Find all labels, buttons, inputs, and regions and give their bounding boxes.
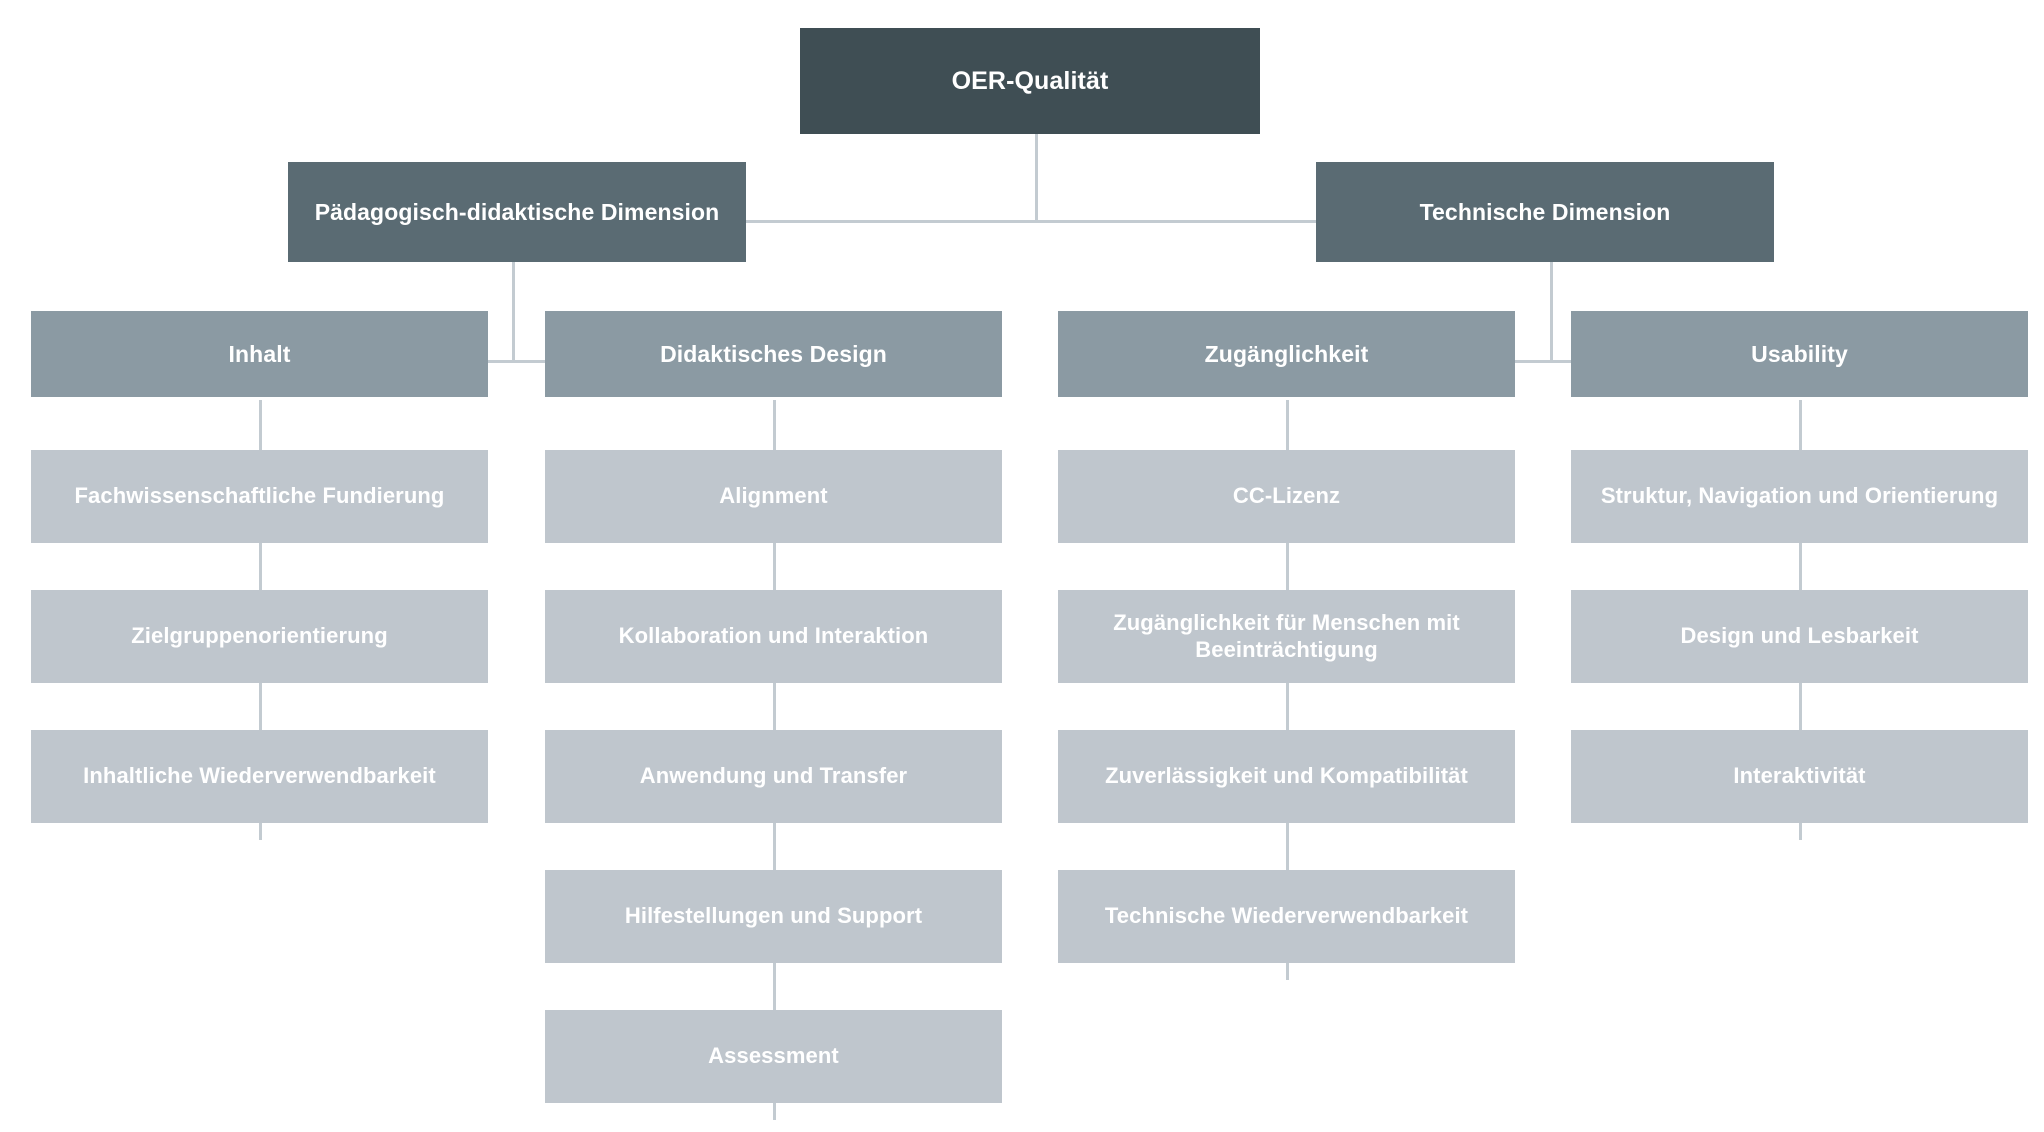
node-item-inhalt-3[interactable]: Inhaltliche Wiederverwendbarkeit <box>31 730 488 823</box>
node-dimension-technisch[interactable]: Technische Dimension <box>1316 162 1774 262</box>
node-category-zugaenglichkeit[interactable]: Zugänglichkeit <box>1058 311 1515 397</box>
node-item-zugaenglichkeit-4[interactable]: Technische Wiederverwendbarkeit <box>1058 870 1515 963</box>
connector-right-dimension-down <box>1550 262 1553 362</box>
node-item-zugaenglichkeit-1[interactable]: CC-Lizenz <box>1058 450 1515 543</box>
node-item-didaktisches-design-3[interactable]: Anwendung und Transfer <box>545 730 1002 823</box>
node-category-inhalt[interactable]: Inhalt <box>31 311 488 397</box>
node-dimension-paedagogisch-didaktisch[interactable]: Pädagogisch-didaktische Dimension <box>288 162 746 262</box>
node-item-usability-2[interactable]: Design und Lesbarkeit <box>1571 590 2028 683</box>
node-item-zugaenglichkeit-3[interactable]: Zuverlässigkeit und Kompatibilität <box>1058 730 1515 823</box>
node-root[interactable]: OER-Qualität <box>800 28 1260 134</box>
node-item-usability-1[interactable]: Struktur, Navigation und Orientierung <box>1571 450 2028 543</box>
node-item-zugaenglichkeit-2[interactable]: Zugänglichkeit für Menschen mit Beeinträchtigung <box>1058 590 1515 683</box>
node-item-inhalt-1[interactable]: Fachwissenschaftliche Fundierung <box>31 450 488 543</box>
node-item-didaktisches-design-4[interactable]: Hilfestellungen und Support <box>545 870 1002 963</box>
node-item-didaktisches-design-1[interactable]: Alignment <box>545 450 1002 543</box>
node-item-usability-3[interactable]: Interaktivität <box>1571 730 2028 823</box>
connector-root-stem <box>1035 134 1038 222</box>
node-item-inhalt-2[interactable]: Zielgruppenorientierung <box>31 590 488 683</box>
node-category-usability[interactable]: Usability <box>1571 311 2028 397</box>
connector-left-dimension-down <box>512 262 515 362</box>
node-item-didaktisches-design-2[interactable]: Kollaboration und Interaktion <box>545 590 1002 683</box>
node-category-didaktisches-design[interactable]: Didaktisches Design <box>545 311 1002 397</box>
node-item-didaktisches-design-5[interactable]: Assessment <box>545 1010 1002 1103</box>
